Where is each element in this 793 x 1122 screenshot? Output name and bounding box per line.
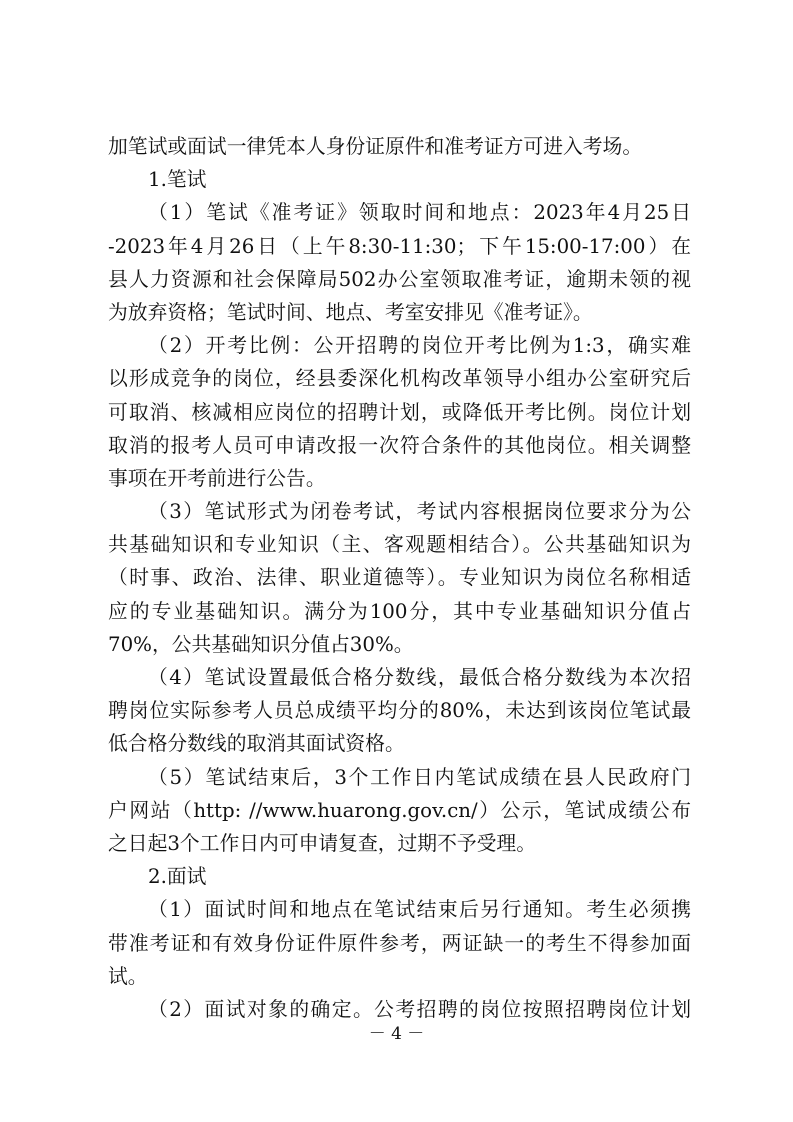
document-body [108, 130, 691, 1026]
text-line: 以形成竞争的岗位，经县委深化机构改革领导小组办公室研究后 [108, 367, 691, 391]
text-line: 70%，公共基础知识分值占30%。 [108, 632, 414, 656]
text-line: （5）笔试结束后，3个工作日内笔试成绩在县人民政府门 [148, 765, 691, 789]
text-line: 应的专业基础知识。满分为100分，其中专业基础知识分值占 [108, 599, 691, 623]
text-line: 可取消、核减相应岗位的招聘计划，或降低开考比例。岗位计划 [108, 400, 691, 424]
section-heading-written-exam: 1.笔试 [148, 168, 207, 192]
text-line: （2）开考比例：公开招聘的岗位开考比例为1:3，确实难 [148, 334, 691, 358]
text-line: 加笔试或面试一律凭本人身份证原件和准考证方可进入考场。 [108, 135, 643, 158]
text-line: （4）笔试设置最低合格分数线，最低合格分数线为本次招 [148, 666, 691, 689]
text-line: （1）笔试《准考证》领取时间和地点：2023年4月25日 [148, 201, 691, 225]
text-line: （2）面试对象的确定。公考招聘的岗位按照招聘岗位计划 [148, 997, 691, 1021]
page-number: － 4 － [368, 1024, 425, 1044]
section-heading-interview: 2.面试 [148, 865, 207, 889]
text-line: 为放弃资格；笔试时间、地点、考室安排见《准考证》。 [108, 300, 593, 324]
text-line: （时事、政治、法律、职业道德等）。专业知识为岗位名称相适 [108, 566, 691, 590]
text-line: 事项在开考前进行公告。 [108, 466, 326, 490]
text-line: 带准考证和有效身份证件原件参考，两证缺一的考生不得参加面 [108, 931, 691, 955]
text-line: 聘岗位实际参考人员总成绩平均分的80%，未达到该岗位笔试最 [108, 699, 691, 723]
text-line: 户网站（http: //www.huarong.gov.cn/）公示，笔试成绩公布 [108, 798, 691, 822]
text-line: （1）面试时间和地点在笔试结束后另行通知。考生必须携 [148, 898, 691, 922]
text-line: -2023年4月26日（上午8:30-11:30；下午15:00-17:00）在 [108, 234, 691, 258]
text-line: 共基础知识和专业知识（主、客观题相结合）。公共基础知识为 [108, 533, 691, 557]
text-line: 低合格分数线的取消其面试资格。 [108, 732, 405, 756]
text-line: 之日起3个工作日内可申请复查，过期不予受理。 [108, 831, 536, 855]
text-line: 取消的报考人员可申请改报一次符合条件的其他岗位。相关调整 [108, 433, 691, 457]
text-line: 县人力资源和社会保障局502办公室领取准考证，逾期未领的视 [108, 267, 691, 291]
text-line: 试。 [108, 964, 148, 988]
text-line: （3）笔试形式为闭卷考试，考试内容根据岗位要求分为公 [148, 500, 691, 524]
